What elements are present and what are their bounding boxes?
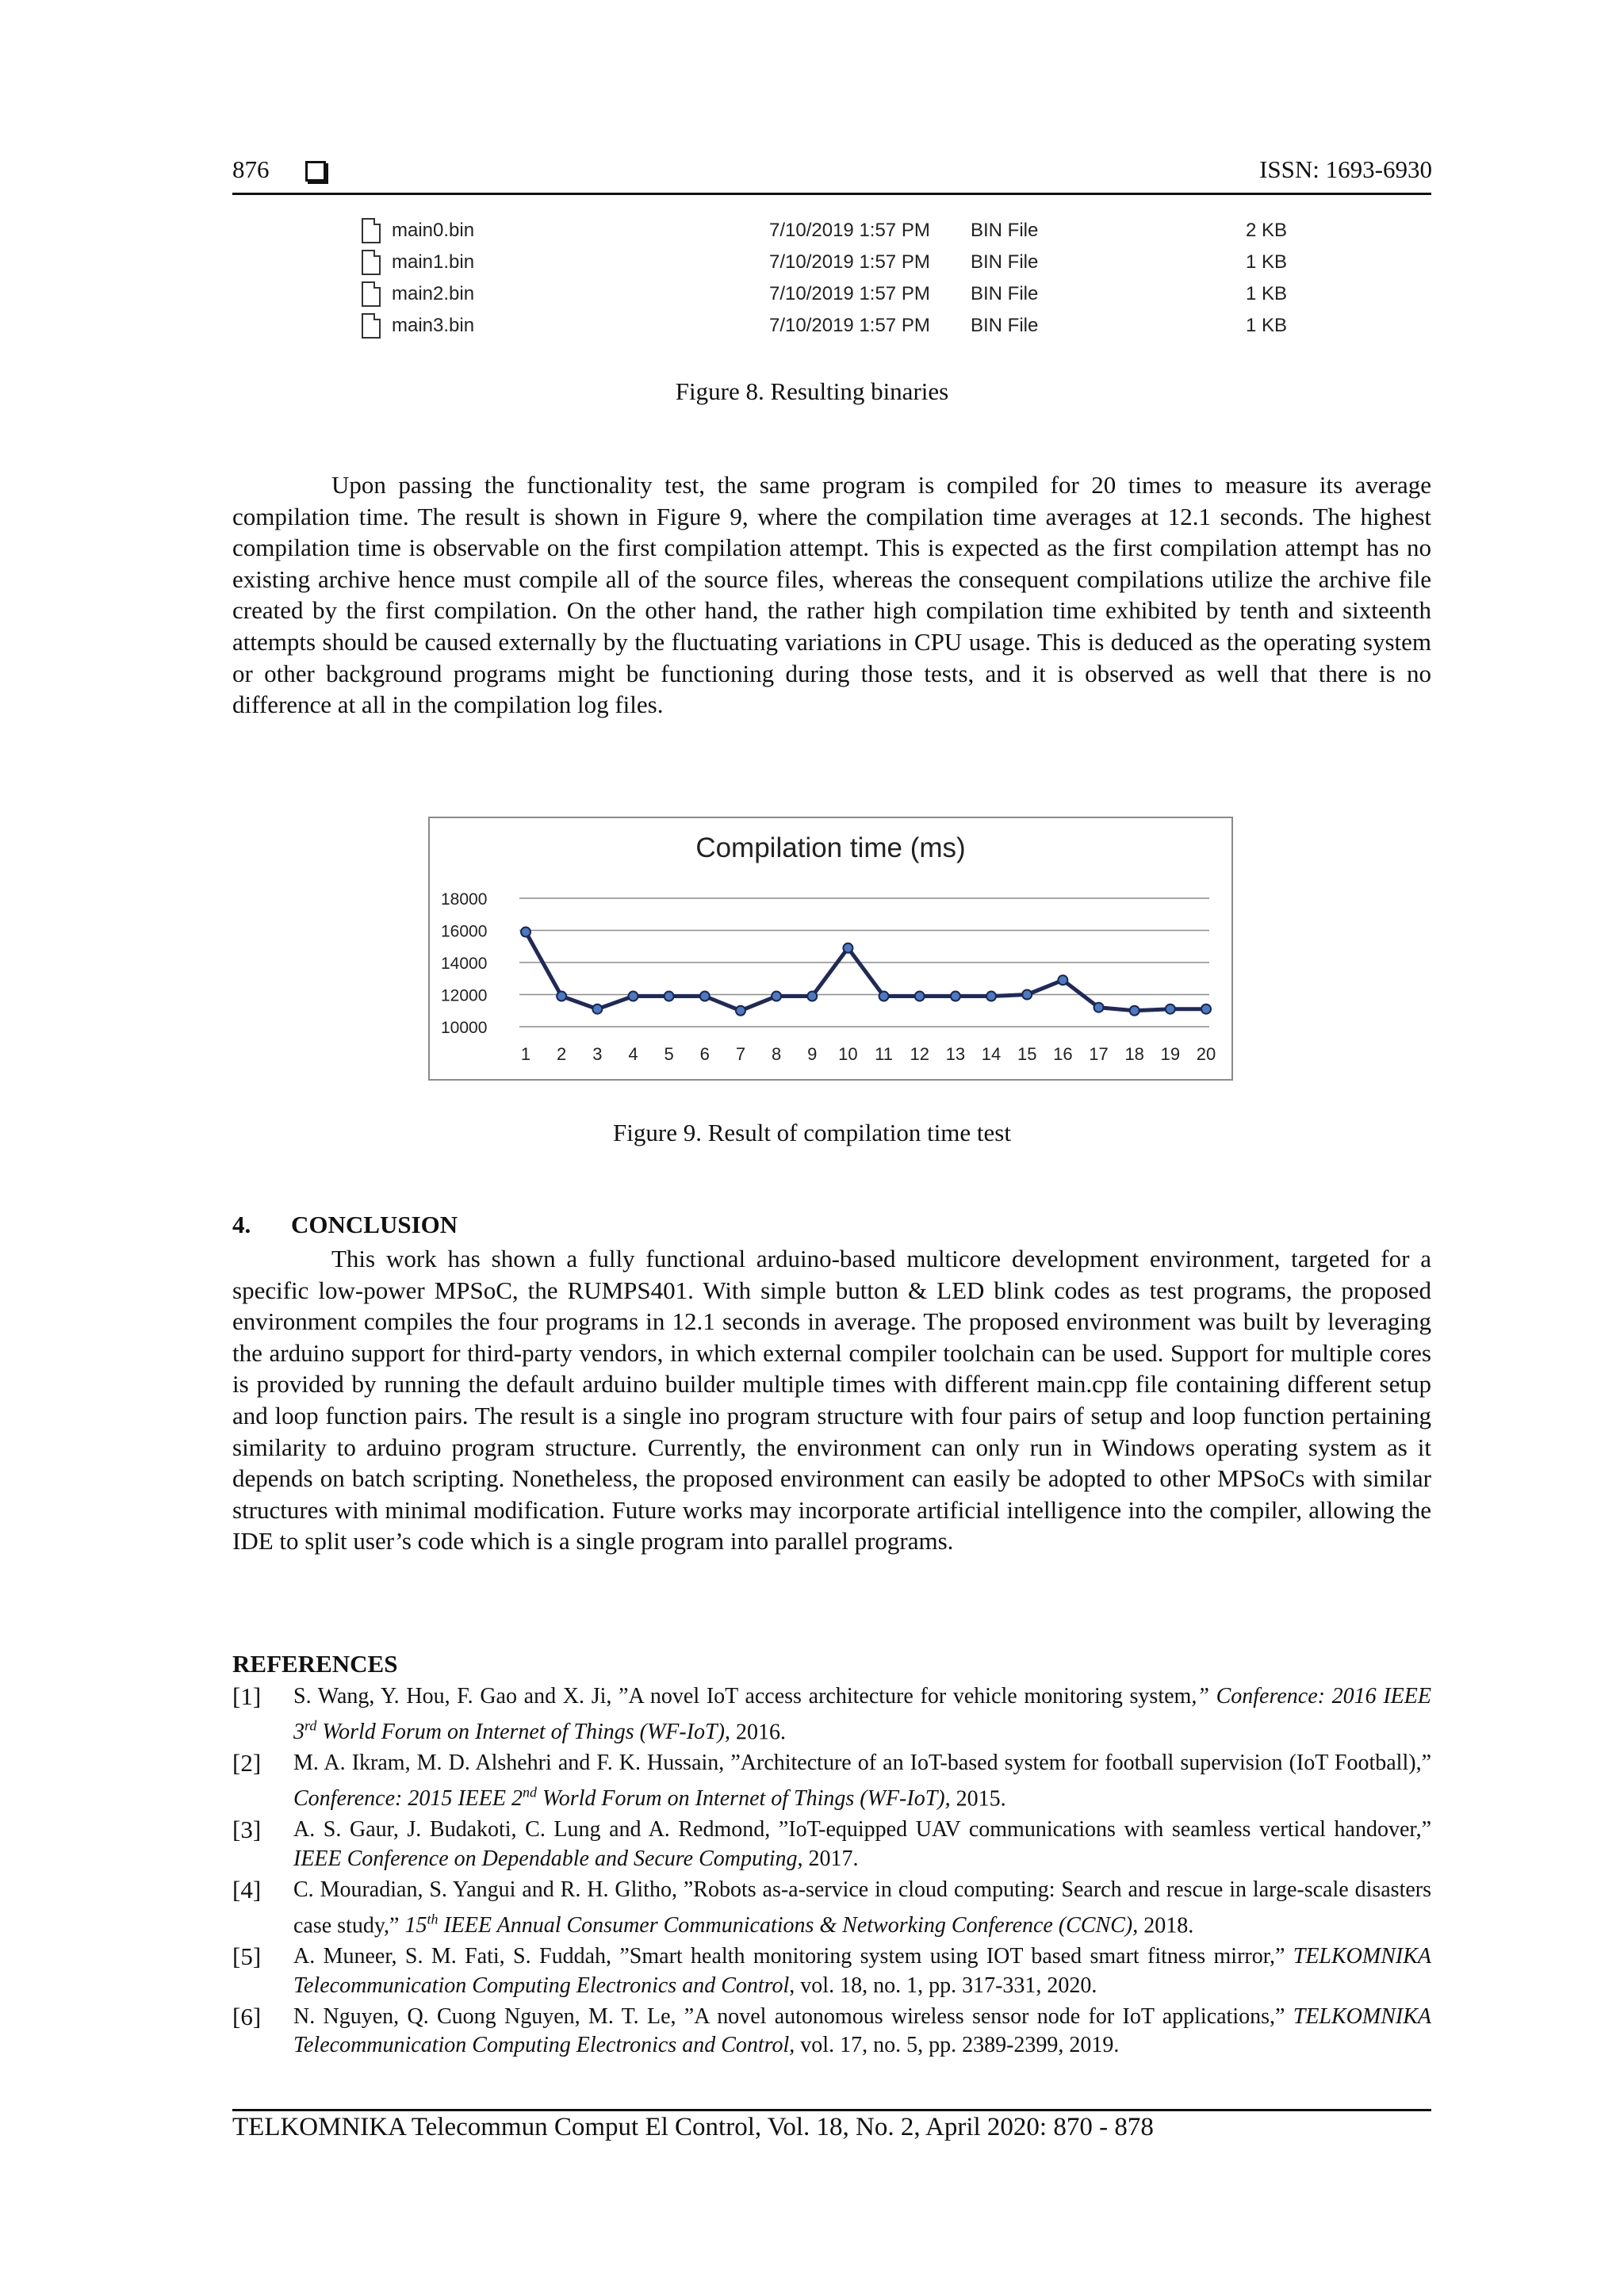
- x-tick-label: 8: [771, 1044, 782, 1064]
- file-date: 7/10/2019 1:57 PM: [769, 220, 930, 241]
- body-paragraph: Upon passing the functionality test, the same program is compiled for 20 times to measure its average compilation time. The result is shown in Figure 9, where the compilation time averages at 12.1 seconds. The highest compilation time is observable on the first compilation attempt. This is expected as the first compilation attempt has no existing archive hence must compile all of the source files, whereas the consequent compilations utilize the archive file created by the first compilation. On the other hand, the rather high compilation time exhibited by tenth and sixteenth attempts should be caused externally by the fluctuating variations in CPU usage. This is deduced as the operating system or other background programs might be functioning during those tests, and it is observed as well that there is no difference at all in the compilation log files.: [232, 471, 1431, 719]
- x-tick-label: 13: [945, 1044, 966, 1064]
- data-point: [592, 1004, 602, 1014]
- file-name: main2.bin: [392, 283, 475, 304]
- reference-number: [4]: [232, 1876, 262, 1904]
- y-tick-label: 12000: [441, 986, 488, 1005]
- file-size: 1 KB: [1246, 251, 1288, 273]
- y-tick-label: 18000: [441, 890, 488, 909]
- reference-number: [6]: [232, 2002, 262, 2030]
- file-name: main1.bin: [392, 251, 475, 273]
- x-tick-label: 3: [592, 1044, 603, 1064]
- file-listing: [355, 216, 1291, 342]
- reference-item: [232, 1749, 1431, 1813]
- data-point: [1130, 1006, 1139, 1016]
- compilation-time-chart: [428, 817, 1233, 1081]
- x-tick-label: 6: [699, 1044, 710, 1064]
- file-type: BIN File: [971, 251, 1039, 273]
- header-rule: [232, 193, 1431, 195]
- reference-details: 2018.: [1138, 1912, 1194, 1938]
- figure-9-caption: Figure 9. Result of compilation time test: [613, 1119, 1011, 1146]
- x-tick-label: 11: [875, 1044, 894, 1064]
- file-name: main0.bin: [392, 220, 475, 241]
- reference-venue: Conference: 2015 IEEE 2nd World Forum on Internet of Things (WF-IoT),: [293, 1784, 951, 1811]
- reference-authors-title: A. S. Gaur, J. Budakoti, C. Lung and A. Redmond, ”IoT-equipped UAV communications with seamless vertical handover,”: [293, 1817, 1431, 1843]
- data-point: [772, 992, 781, 1001]
- x-tick-label: 5: [664, 1044, 674, 1064]
- reference-authors-title: M. A. Ikram, M. D. Alshehri and F. K. Hussain, ”Architecture of an IoT-based system for football supervision (IoT Football),”: [293, 1751, 1431, 1776]
- reference-authors-title: C. Mouradian, S. Yangui and R. H. Glitho, ”Robots as-a-service in cloud computing: Search and rescue in large-scale disasters case study,”: [293, 1877, 1431, 1938]
- x-tick-label: 1: [520, 1044, 531, 1064]
- reference-details: 2016.: [730, 1719, 786, 1744]
- data-point: [557, 992, 566, 1001]
- square-icon: [305, 161, 326, 182]
- file-name: main3.bin: [392, 315, 475, 336]
- reference-list: [232, 1682, 1431, 2063]
- x-tick-label: 14: [981, 1044, 1002, 1064]
- data-point: [1201, 1004, 1211, 1014]
- page-number: 876: [232, 155, 270, 183]
- reference-venue: 15th IEEE Annual Consumer Communications & Networking Conference (CCNC),: [399, 1911, 1139, 1938]
- data-point: [1058, 975, 1067, 985]
- footer-rule: [232, 2109, 1431, 2111]
- x-tick-label: 17: [1089, 1044, 1109, 1064]
- file-size: 1 KB: [1246, 283, 1288, 304]
- conclusion-paragraph: This work has shown a fully functional arduino-based multicore development environment, targeted for a specific low-power MPSoC, the RUMPS401. With simple button & LED blink codes as test programs, the proposed environment compiles the four programs in 12.1 seconds in average. The proposed environment was built by leveraging the arduino support for third-party vendors, in which external compiler toolchain can be used. Support for multiple cores is provided by running the default arduino builder multiple times with different main.cpp file containing different setup and loop function pairs. The result is a single ino program structure with four pairs of setup and loop function pertaining similarity to arduino program structure. Currently, the environment can only run in Windows operating system as it depends on batch scripting. Nonetheless, the proposed environment can easily be adopted to other MPSoCs with similar structures with minimal modification. Future works may incorporate artificial intelligence into the compiler, allowing the IDE to split user’s code which is a single program into parallel programs.: [232, 1245, 1431, 1556]
- y-tick-label: 14000: [441, 955, 488, 973]
- reference-item: [232, 1876, 1431, 1940]
- x-tick-label: 12: [910, 1044, 929, 1064]
- data-point: [665, 992, 674, 1001]
- data-point: [1166, 1004, 1175, 1014]
- data-point: [843, 943, 852, 953]
- file-icon: [362, 218, 381, 243]
- file-type: BIN File: [971, 315, 1039, 336]
- data-point: [986, 992, 996, 1001]
- reference-number: [2]: [232, 1749, 262, 1777]
- data-point: [807, 992, 817, 1001]
- x-tick-label: 4: [628, 1044, 638, 1064]
- x-tick-label: 9: [807, 1044, 818, 1064]
- file-type: BIN File: [971, 220, 1039, 241]
- series-line: [526, 932, 1206, 1011]
- reference-authors-title: N. Nguyen, Q. Cuong Nguyen, M. T. Le, ”A novel autonomous wireless sensor node for IoT applications,”: [293, 2003, 1285, 2029]
- reference-venue: TELKOMNIKA Telecommunication Computing Electronics and Control: [293, 1944, 1431, 1998]
- section-title: CONCLUSION: [291, 1211, 458, 1238]
- file-type: BIN File: [971, 283, 1039, 304]
- x-tick-label: 2: [557, 1044, 567, 1064]
- data-point: [1094, 1003, 1104, 1012]
- reference-item: [232, 1942, 1431, 2000]
- file-size: 2 KB: [1246, 220, 1288, 241]
- file-row: [355, 279, 1291, 311]
- x-tick-label: 7: [735, 1044, 746, 1064]
- reference-venue: ,” Conference: 2016 IEEE 3rd World Forum on Internet of Things (WF-IoT),: [293, 1684, 1431, 1744]
- file-date: 7/10/2019 1:57 PM: [769, 283, 930, 304]
- reference-superscript: nd: [522, 1784, 537, 1800]
- reference-superscript: rd: [304, 1717, 317, 1734]
- data-point: [1022, 990, 1032, 1000]
- reference-details: , 2017.: [797, 1846, 859, 1871]
- x-tick-label: 16: [1053, 1044, 1073, 1064]
- file-date: 7/10/2019 1:57 PM: [769, 251, 930, 273]
- data-point: [521, 928, 530, 937]
- section-number: 4.: [232, 1211, 251, 1238]
- data-point: [951, 992, 960, 1001]
- data-point: [700, 992, 710, 1001]
- reference-details: vol. 17, no. 5, pp. 2389-2399, 2019.: [795, 2033, 1120, 2058]
- file-row: [355, 216, 1291, 247]
- y-tick-label: 10000: [441, 1019, 488, 1037]
- x-tick-label: 18: [1124, 1044, 1144, 1064]
- issn: ISSN: 1693-6930: [1259, 155, 1432, 183]
- x-tick-label: 19: [1160, 1044, 1181, 1064]
- file-icon: [362, 250, 381, 275]
- reference-venue: IEEE Conference on Dependable and Secure Computing: [293, 1846, 798, 1871]
- x-tick-label: 10: [838, 1044, 858, 1064]
- file-row: [355, 247, 1291, 279]
- reference-item: [232, 1816, 1431, 1873]
- reference-authors-title: A. Muneer, S. M. Fati, S. Fuddah, ”Smart health monitoring system using IOT based smart fitness mirror,”: [293, 1944, 1285, 1969]
- reference-item: [232, 1682, 1431, 1747]
- x-tick-label: 15: [1017, 1044, 1037, 1064]
- reference-venue: TELKOMNIKA Telecommunication Computing Electronics and Control,: [293, 2003, 1432, 2058]
- reference-details: , vol. 18, no. 1, pp. 317-331, 2020.: [789, 1973, 1097, 1998]
- data-point: [915, 992, 925, 1001]
- figure-8-caption: Figure 8. Resulting binaries: [675, 377, 949, 405]
- reference-number: [1]: [232, 1682, 262, 1710]
- reference-item: [232, 2003, 1431, 2061]
- reference-details: 2015.: [950, 1785, 1006, 1811]
- reference-authors-title: S. Wang, Y. Hou, F. Gao and X. Ji, ”A novel IoT access architecture for vehicle monitoring system: [293, 1684, 1192, 1709]
- footer-text: TELKOMNIKA Telecommun Comput El Control, Vol. 18, No. 2, April 2020: 870 - 878: [232, 2113, 1154, 2141]
- y-tick-label: 16000: [441, 922, 488, 941]
- data-point: [736, 1006, 745, 1016]
- file-size: 1 KB: [1246, 315, 1288, 336]
- reference-number: [5]: [232, 1942, 262, 1971]
- x-tick-label: 20: [1196, 1044, 1216, 1064]
- chart-title: Compilation time (ms): [695, 832, 966, 863]
- section-heading: [232, 1211, 458, 1239]
- data-point: [879, 992, 889, 1001]
- file-date: 7/10/2019 1:57 PM: [769, 315, 930, 336]
- references-heading: REFERENCES: [232, 1650, 398, 1678]
- reference-number: [3]: [232, 1816, 262, 1844]
- data-point: [628, 992, 638, 1001]
- file-icon: [362, 313, 381, 339]
- reference-superscript: th: [427, 1911, 439, 1927]
- file-icon: [362, 281, 381, 307]
- file-row: [355, 311, 1291, 342]
